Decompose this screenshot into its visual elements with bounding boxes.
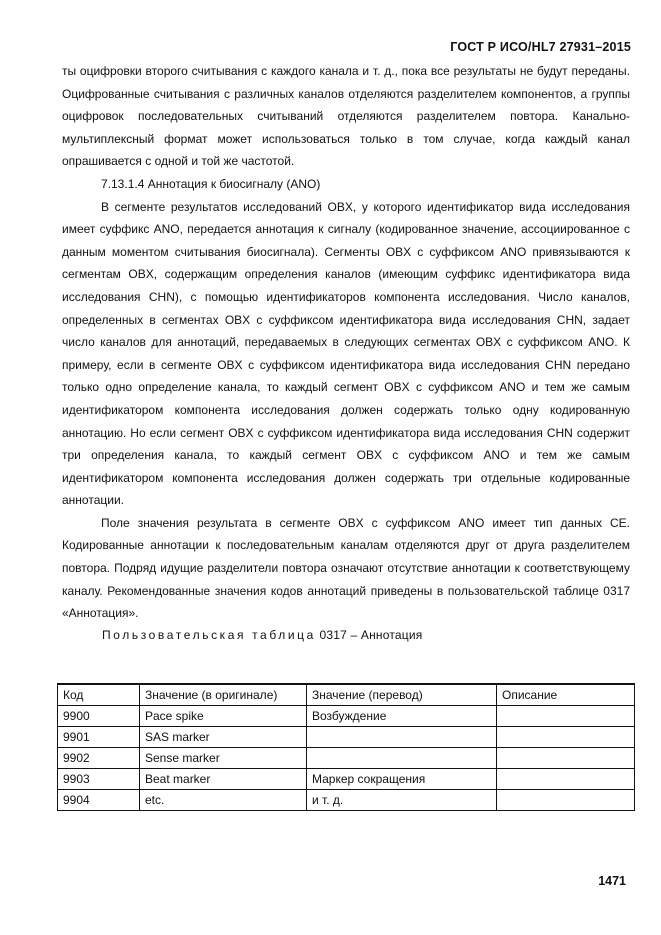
cell-description <box>497 748 635 769</box>
table-caption-title: 0317 – Аннотация <box>315 627 423 642</box>
cell-original: Beat marker <box>140 769 307 790</box>
paragraph-3: Поле значения результата в сегменте OBX с суффиксом ANO имеет тип данных CE. Кодированные аннотации к последовательным каналам отделяются друг от друга разделителем повтора. Подряд идущие разделители повтора означают отсутствие аннотации к соответствующему каналу. Рекомендованные значения кодов аннотаций приведены в пользовательской таблице 0317 «Аннотация». <box>62 515 630 621</box>
header-description: Описание <box>497 684 635 706</box>
paragraph-1: ты оцифровки второго считывания с каждого канала и т. д., пока все результаты не будут переданы. Оцифрованные считывания с различных каналов отделяются разделителем компонентов, а группы оцифровок последовательных считываний отделяются разделителем повтора. Канально-мультиплексный формат может использоваться только в том случае, когда каждый канал опрашивается с одной и той же частотой. <box>62 64 630 169</box>
cell-code: 9901 <box>58 727 140 748</box>
cell-description <box>497 790 635 811</box>
table-row <box>58 769 635 790</box>
section-heading: 7.13.1.4 Аннотация к биосигналу (ANO) <box>101 176 321 191</box>
cell-translation <box>307 727 497 748</box>
cell-code: 9900 <box>58 706 140 727</box>
cell-description <box>497 706 635 727</box>
cell-translation: Возбуждение <box>307 706 497 727</box>
cell-original: SAS marker <box>140 727 307 748</box>
cell-original: Sense marker <box>140 748 307 769</box>
header-translation: Значение (перевод) <box>307 684 497 706</box>
header-code: Код <box>58 684 140 706</box>
cell-description <box>497 727 635 748</box>
cell-description <box>497 769 635 790</box>
page-number: 1471 <box>598 874 626 888</box>
header-original: Значение (в оригинале) <box>140 684 307 706</box>
cell-translation: Маркер сокращения <box>307 769 497 790</box>
table-row <box>58 706 635 727</box>
table-caption-label: Пользовательская таблица <box>102 627 316 642</box>
cell-original: etc. <box>140 790 307 811</box>
cell-original: Pace spike <box>140 706 307 727</box>
document-header: ГОСТ Р ИСО/HL7 27931–2015 <box>450 40 631 54</box>
cell-translation <box>307 748 497 769</box>
body-text <box>62 60 630 645</box>
table-caption <box>102 625 630 645</box>
table-row <box>58 727 635 748</box>
cell-code: 9903 <box>58 769 140 790</box>
table-row <box>58 748 635 769</box>
table-row <box>58 790 635 811</box>
table-header-row <box>58 684 635 706</box>
annotation-table <box>57 683 635 811</box>
cell-code: 9902 <box>58 748 140 769</box>
paragraph-2: В сегменте результатов исследований OBX, у которого идентификатор вида исследования имеет суффикс ANO, передается аннотация к сигналу (кодированное значение, ассоциированное с данным моментом считывания биосигнала). Сегменты OBX с суффиксом ANO привязываются к сегментам OBX, содержащим определения каналов (имеющим суффикс идентификатора вида исследования CHN), с помощью идентификаторов компонента исследования. Число каналов, определенных в сегментах OBX с суффиксом идентификатора вида исследования CHN, задает число каналов для аннотаций, передаваемых в следующих сегментах OBX с суффиксом ANO. К примеру, если в сегменте OBX с суффиксом идентификатора вида исследования CHN передано только одно определение канала, то каждый сегмент OBX с суффиксом ANO и тем же самым идентификатором компонента исследования должен содержать только одну кодированную аннотацию. Но если сегмент OBX с суффиксом идентификатора вида исследования CHN содержит три определения канала, то каждый сегмент OBX с суффиксом ANO и тем же самым идентификатором компонента исследования должен содержать три отдельные кодированные аннотации. <box>62 199 630 508</box>
cell-code: 9904 <box>58 790 140 811</box>
cell-translation: и т. д. <box>307 790 497 811</box>
